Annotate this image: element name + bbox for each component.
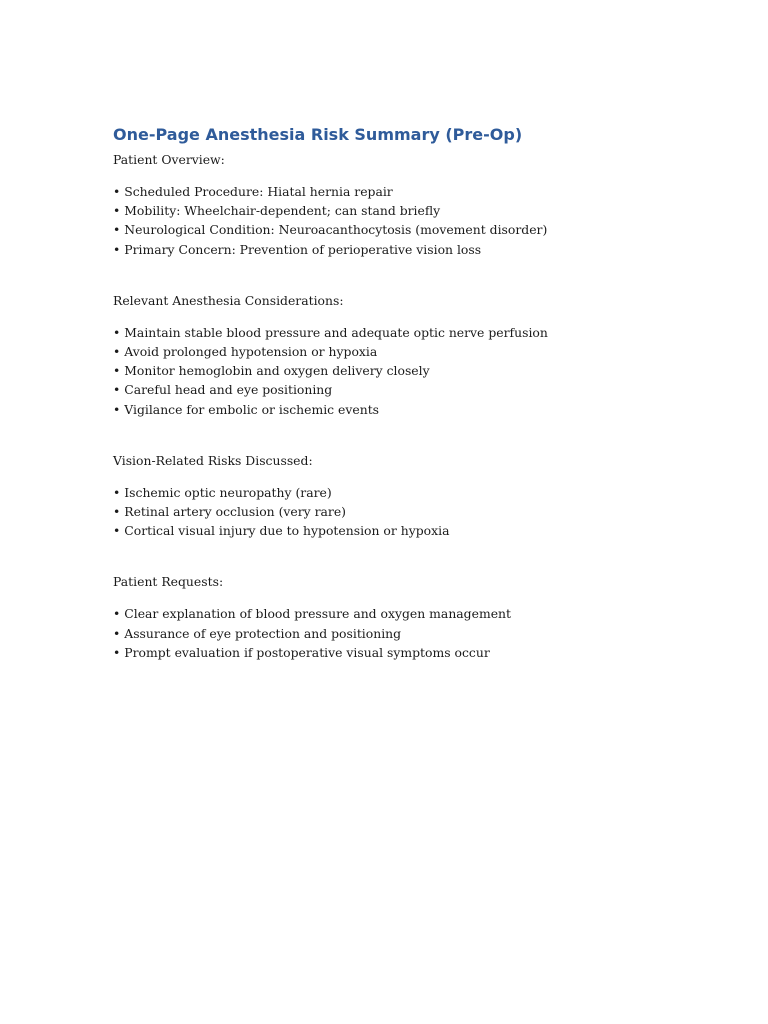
list-item: • Retinal artery occlusion (very rare)	[113, 502, 713, 521]
section-patient-overview	[113, 150, 713, 259]
list-item: • Careful head and eye positioning	[113, 380, 713, 399]
list-item: • Monitor hemoglobin and oxygen delivery closely	[113, 361, 713, 380]
document-title: One-Page Anesthesia Risk Summary (Pre-Op)	[113, 125, 523, 144]
list-item: • Avoid prolonged hypotension or hypoxia	[113, 342, 713, 361]
bullet-list	[113, 604, 713, 662]
list-item: • Scheduled Procedure: Hiatal hernia repair	[113, 182, 713, 201]
list-item: • Mobility: Wheelchair-dependent; can stand briefly	[113, 201, 713, 220]
bullet-list	[113, 182, 713, 259]
list-item: • Neurological Condition: Neuroacanthocytosis (movement disorder)	[113, 220, 713, 239]
list-item: • Ischemic optic neuropathy (rare)	[113, 483, 713, 502]
list-item: • Prompt evaluation if postoperative visual symptoms occur	[113, 643, 713, 662]
section-vision-risks	[113, 451, 713, 541]
list-item: • Vigilance for embolic or ischemic events	[113, 400, 713, 419]
list-item: • Cortical visual injury due to hypotension or hypoxia	[113, 521, 713, 540]
list-item: • Clear explanation of blood pressure and oxygen management	[113, 604, 713, 623]
bullet-list	[113, 483, 713, 541]
section-patient-requests	[113, 572, 713, 662]
list-item: • Assurance of eye protection and positioning	[113, 624, 713, 643]
section-heading: Patient Requests:	[113, 574, 224, 590]
bullet-list	[113, 323, 713, 419]
section-heading: Patient Overview:	[113, 152, 225, 167]
section-heading: Vision-Related Risks Discussed:	[113, 452, 313, 468]
list-item: • Primary Concern: Prevention of perioperative vision loss	[113, 240, 713, 259]
list-item: • Maintain stable blood pressure and adequate optic nerve perfusion	[113, 323, 713, 342]
section-anesthesia-considerations	[113, 291, 713, 419]
section-heading: Relevant Anesthesia Considerations:	[113, 292, 344, 308]
document-body	[113, 124, 713, 662]
